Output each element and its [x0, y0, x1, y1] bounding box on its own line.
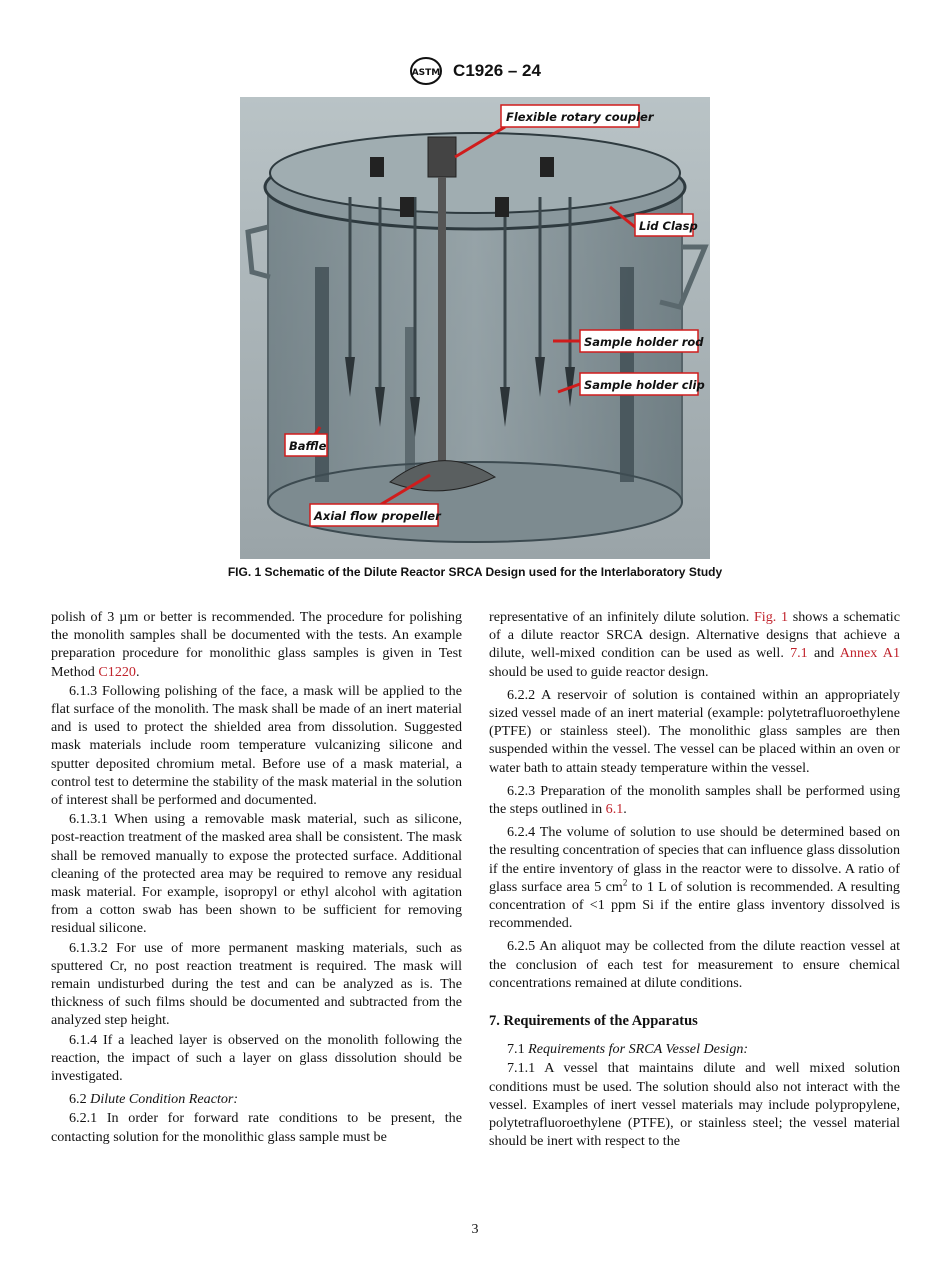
svg-text:Axial flow propeller: Axial flow propeller [314, 509, 441, 523]
reference-link[interactable]: 6.1 [605, 801, 624, 818]
section-heading: 7.1 Requirements for SRCA Vessel Design: [507, 1041, 749, 1058]
reactor-schematic [240, 97, 710, 559]
paragraph: 6.2.4 The volume of solution to use should be determined based on the resulting concentration of species that can influence glass dissolution if the entire inventory of glass in the reactor were to dissolve. A ratio of glass surface area 5 $cm^2$ to 1 L of solution is recommended. A resulting concentration of <1 ppm Si if the entire glass inventory dissolved is recommended. [489, 824, 900, 932]
page-number: 3 [471, 1222, 479, 1237]
right-column [489, 608, 900, 1151]
paragraph: 6.1.3.2 For use of more permanent masking materials, such as sputtered Cr, no post reaction treatment is required. The mask will remain undisturbed during the test and can be analyzed as is. The thickness of such films should be documented and subtracted from the analyzed step height. [51, 939, 462, 1029]
svg-text:Baffle: Baffle [289, 439, 327, 453]
rotary-coupler [428, 137, 456, 177]
paragraph: 6.1.3 Following polishing of the face, a mask will be applied to the flat surface of the monolith. The mask shall be made of an inert material and is used to protect the shielded area from dissolution. Suggested mask materials include room temperature vulcanizing silicone and sputter deposited chromium metal. Before use of a mask material, a control test to determine the stability of the mask material in the solution of interest shall be performed and documented. [51, 682, 462, 809]
paragraph: 6.1.3.1 When using a removable mask material, such as silicone, post-reaction treatment of the masked area shall be consistent. The mask shall be removed manually to expose the protected surface. Additional cleaning of the protected area may be required to remove any residual mask material. For example, isopropyl or ethyl alcohol with agitation from a cotton swab has been shown to be sufficient for removing residual silicone. [51, 811, 462, 937]
page-header [0, 56, 950, 86]
svg-text:Sample holder clip: Sample holder clip [584, 378, 705, 392]
paragraph: 6.2.3 Preparation of the monolith samples shall be performed using the steps outlined in 6.1. [489, 782, 900, 818]
paragraph: 6.1.4 If a leached layer is observed on the monolith following the reaction, the impact of such a layer on glass dissolution should be investigated. [51, 1031, 462, 1085]
svg-text:Lid Clasp: Lid Clasp [639, 219, 698, 233]
left-column [51, 608, 462, 1147]
shaft [438, 177, 446, 467]
reference-link[interactable]: C1220 [98, 663, 136, 680]
paragraph: 7.1.1 A vessel that maintains dilute and well mixed solution conditions must be used. The solution should also not interact with the vessel. Examples of inert vessel materials may include polypropylene, polytetrafluoroethylene (PTFE), or stainless steel; the vessel material should be inert with respect to the [489, 1060, 900, 1150]
paragraph: representative of an infinitely dilute solution. Fig. 1 shows a schematic of a dilute reactor SRCA design. Alternative designs that achieve a dilute, well-mixed condition can be used as well. 7.1 and Annex A1 should be used to guide reactor design. [489, 609, 900, 680]
paragraph: polish of 3 µm or better is recommended. The procedure for polishing the monolith samples shall be documented with the tests. An example preparation procedure for monolithic glass samples is given in Test Method C1220. [51, 609, 462, 680]
reactor-figure [240, 97, 710, 559]
paragraph: 6.2.5 An aliquot may be collected from the dilute reaction vessel at the conclusion of each test for measurement to ensure chemical concentrations remained at dilute conditions. [489, 938, 900, 991]
paragraph: 6.2.1 In order for forward rate conditions to be present, the contacting solution for the monolithic glass sample must be [51, 1110, 462, 1145]
standard-designation: C1926 – 24 [453, 61, 541, 80]
label-clip [558, 373, 705, 395]
svg-text:Sample holder rod: Sample holder rod [584, 335, 704, 349]
svg-text:ASTM: ASTM [411, 68, 441, 78]
svg-text:Flexible rotary coupler: Flexible rotary coupler [506, 110, 654, 124]
reference-link[interactable]: Fig. 1 [753, 609, 789, 625]
reference-link[interactable]: Annex A1 [839, 645, 900, 662]
section-title: 7. Requirements of the Apparatus [489, 1013, 698, 1030]
figure-caption: FIG. 1 Schematic of the Dilute Reactor SRCA Design used for the Interlaboratory Study [227, 565, 723, 579]
paragraph: 6.2.2 A reservoir of solution is contained within an appropriately sized vessel made of an inert material (example: polytetrafluoroethylene (PTFE) or stainless steel). The monolithic glass samples are then suspended within the vessel. The vessel can be placed within an oven or water bath to attain steady temperature within the vessel. [489, 686, 900, 776]
section-heading: 6.2 Dilute Condition Reactor: [69, 1091, 239, 1108]
astm-logo-icon [409, 56, 443, 86]
reference-link[interactable]: 7.1 [790, 645, 808, 662]
